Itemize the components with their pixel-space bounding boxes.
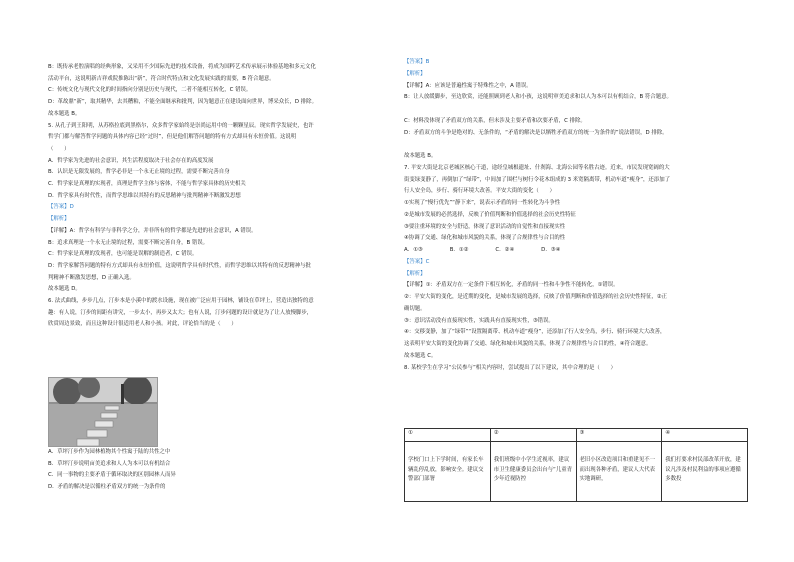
text-line: 故本题选 C。 [404, 352, 437, 359]
text-line: ②是城市发展的必然选择，反映了价值判断和价值选择的社会历史性特征 [404, 211, 576, 218]
text-line: 这表明平安大街的变化协调了交通、绿化和城市风貌的关系，体现了合规律性与合目的性，④符合题意。 [404, 341, 652, 347]
text-line: C．同一事物的主要矛盾于循环取决的区别园林人而异 [48, 472, 176, 478]
text-line: B：让人放缓脚步，至边欣赏，还能照顾到老人和小孩，这说明审美追求和以人为本可以有机结合，B 符合题意。 [404, 94, 672, 101]
table-cell: 我们班级中小学生近视率，建议市卫生健康委员会出台与“儿童青少年近视防控 [490, 442, 576, 502]
text-line: 5. 从孔子到王阳明，从苏格拉底到黑格尔，众多哲学家始终是崇尚运用中的一颗颗星辰。现实哲学发展史，也许 [48, 122, 314, 129]
table-header-cell: ④ [662, 429, 748, 442]
text-line: 【详解】A：应该是普遍性寓于特殊性之中，A 错误。 [404, 82, 532, 89]
text-line: 趣：有人说，汀步的间距有讲究，一步太小，再步又太大；也有人说，汀步问题的设计就是为了让人放慢脚步， [48, 309, 313, 316]
text-line: C：材料没体现了矛盾双方的关系，但未涉及主要矛盾和次要矛盾，C 排除。 [404, 117, 586, 124]
text-line: D：革故鼎“新”，取其精华，去其糟粕，不能全面继承和批判，因为题意正在建设面向世界，博采众长，D 排除。 [48, 99, 317, 106]
text-line: 【解析】 [48, 216, 70, 223]
table-cell: 学校门口上下学时间，有家长车辆乱停乱放，影响安全。建议交警部门部署 [405, 442, 491, 502]
text-line: D：哲学家解答问题的特有方式却具有永恒价值，这说明哲学具有时代性，而哲学思维以其特有的反思精神与批 [48, 262, 311, 269]
text-line: ④：交移变静，加了“绿带”“设置隔离带、机动车道“瘦身”，还添加了行人安全岛，步行、骑行环境大大改善， [404, 329, 666, 336]
text-line: 街变绿变静了，再倒加了“绿带”，中间加了围栏与树行令花木组成的 3 米宽隔离带，机动车道“瘦身”，还添加了 [404, 176, 670, 183]
text-line: 故本题选 B。 [404, 153, 437, 159]
text-line: 活动平台，这说明新吉祥戏院推陈出“新”，符合时代特点和文化发展实践的需要，B 符合题意。 [48, 75, 275, 82]
text-line: C：传统文化与现代文化的时间指向分别是历史与现代，二者不能相互转化，C 错误。 [48, 87, 252, 94]
text-line: 欣赏周边景致，而且这种设计很适用老人和小孩。对此，评论恰当的是（ ） [48, 321, 237, 328]
text-line: 哲学门都与解答哲学问题的具体内容已经“过时”，但是他们解答问题的特有方式却具有永恒价值。这说明 [48, 134, 297, 141]
text-line: 8. 某校学生在学习“公民参与”相关内容时，尝试提出了以下建议，其中合理的是（ ） [404, 364, 616, 371]
text-line: D：矛盾双方的斗争是绝对的、无条件的，“矛盾的解决是以牺牲矛盾双方的统一为条件的”说法错误，D 排除。 [404, 129, 668, 136]
text-line: （ ） [48, 145, 70, 152]
text-line: 7. 平安大街是北京老城区核心干道，途经皇城根遗址、什刹海、北海公园等名胜古迹。近来，市民发现宽阔的大 [404, 164, 670, 171]
text-line: B：追求真理是一个永无止境的过程，需要不断完善自身，B 错误。 [48, 239, 209, 246]
table-header-cell: ② [490, 429, 576, 442]
text-line: 行人安全岛，步行、骑行环境大改善。平安大街的变化（ ） [404, 188, 555, 195]
text-line: 【解析】 [404, 270, 426, 277]
text-line: 【解析】 [404, 70, 426, 77]
text-line: ①实现了“慢行优先”“静下来”，说表示矛盾的同一性转化为斗争性 [404, 200, 561, 206]
table-header-cell: ③ [576, 429, 662, 442]
text-line: 【答案】C [404, 258, 430, 265]
text-line: 故本题选 B。 [48, 110, 81, 117]
text-line: ④协调了交通、绿化和城市风貌的关系，体现了合规律性与合目的性 [404, 235, 566, 242]
text-line: D．哲学家具有时代性，而哲学思维以其特有的反思精神与批判精神不断激发思想 [48, 192, 241, 199]
text-line: ②：平安大街的变化，是近期的变化，是城市发展的选择，反映了价值判断和价值选择的社会历史性特征，②正 [404, 294, 668, 300]
text-line: 判精神不断激发思想，D 正确入选。 [48, 274, 135, 281]
stepping-stones-photo [48, 377, 158, 447]
text-line: D．矛盾的解决是以循柱矛盾双方的统一为条件的 [48, 483, 166, 490]
text-line: 【答案】D [48, 204, 74, 211]
table-header-cell: ① [405, 429, 491, 442]
text-line: B：既传承老腔演唱的经典形象，又采用不少国际先进的技术设备，将成为国粹艺术传承展示体验基地和多元文化 [48, 64, 316, 70]
text-line: 【答案】B [404, 59, 430, 65]
text-line: C．哲学家是真理的实现者，真理是哲学主体与客体，不能与哲学家具体的历史相关 [48, 181, 246, 187]
text-line: A．哲学家为先进的社会意识，其生活程度取决于社会存在的高度发展 [48, 157, 214, 164]
table-cell: 老旧小区改造项目和重建见不一而出现各种矛盾，建议人大代表实地调研， [576, 442, 662, 502]
text-line: B．认识是无限发展的，哲学必非是一个永无止境的过程，需要不断完善自身 [48, 169, 230, 176]
text-line: ③：意识活动没有直接现实性，实践具有直接现实性，③错误。 [404, 317, 554, 324]
text-line: A．草坪汀步作为园林植物其个性寓于陆的共性之中 [48, 449, 171, 455]
text-line: 6. 法式曲线，步步几点，汀步本是小溪中的渡水设施，现在被广泛应用于园林，铺设在草坪上，营造出独特的意 [48, 298, 314, 304]
options-table [404, 428, 748, 502]
text-line: 【详解】A：哲学有科学与非科学之分，并非所有的哲学都是先进的社会意识，A 错误。 [48, 227, 257, 234]
text-line: A．①③ B．①② C．②④ D．③④ [404, 247, 561, 253]
table-cell: 我们打要求村民部改革开放，建议凡涉及村民利益的事项应遵循多数投 [662, 442, 748, 502]
text-line: 确切题。 [404, 305, 426, 312]
text-line: C：哲学家是真理的发现者，也可能是误解的制造者，C 错误。 [48, 251, 198, 258]
text-line: ③要注重环境的安全与舒适，体现了意识活动的自觉性和直接现实性 [404, 223, 566, 230]
text-line: 故本题选 D。 [48, 286, 81, 293]
text-line: 【详解】①：矛盾双方在一定条件下相互转化，矛盾的同一性和斗争性不能转化，①错误。 [404, 282, 619, 289]
text-line: B．草坪汀步说明亩美追求和人人为本可以有机结合 [48, 460, 171, 467]
